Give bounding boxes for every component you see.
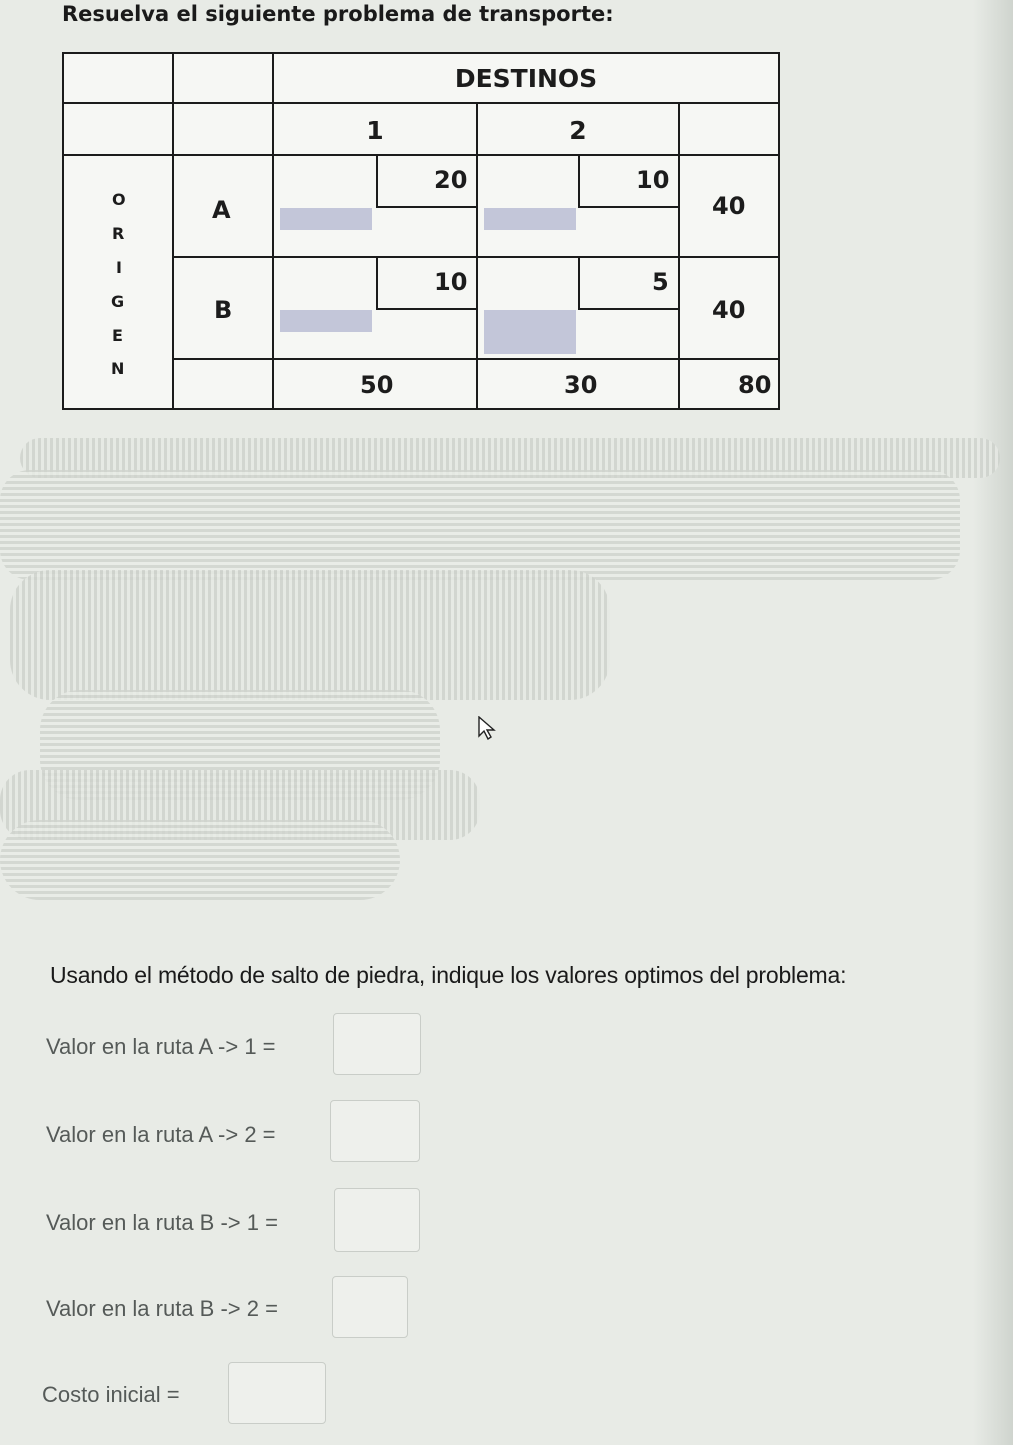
cell-b-1 bbox=[272, 256, 478, 360]
destinations-header-cell bbox=[272, 52, 780, 104]
origin-a-cell bbox=[172, 154, 274, 258]
table-corner-cell bbox=[172, 102, 274, 156]
origin-letter: I bbox=[116, 258, 122, 277]
table-corner-cell bbox=[62, 102, 174, 156]
demand-2: 30 bbox=[564, 371, 598, 399]
cost-box-a-1 bbox=[376, 156, 476, 208]
cost-a-1: 20 bbox=[434, 166, 468, 194]
instructions-text: Usando el método de salto de piedra, indique los valores optimos del problema: bbox=[50, 962, 847, 988]
origin-letter: E bbox=[112, 326, 123, 345]
destination-1-label: 1 bbox=[366, 116, 384, 145]
origin-label-cell bbox=[62, 154, 174, 410]
cost-b-2: 5 bbox=[652, 268, 669, 296]
destination-1-cell bbox=[272, 102, 478, 156]
pixelated-patch bbox=[10, 570, 610, 700]
transport-table bbox=[0, 0, 1013, 420]
answer-input-initial-cost[interactable] bbox=[228, 1362, 326, 1424]
cost-a-2: 10 bbox=[636, 166, 670, 194]
origin-b-label: B bbox=[214, 296, 233, 324]
supply-a: 40 bbox=[712, 192, 746, 220]
destination-2-cell bbox=[476, 102, 680, 156]
answer-label-a-2: Valor en la ruta A -> 2 = bbox=[46, 1122, 276, 1147]
cell-a-1 bbox=[272, 154, 478, 258]
pixelated-patch bbox=[0, 820, 400, 900]
supply-b: 40 bbox=[712, 296, 746, 324]
cost-b-1: 10 bbox=[434, 268, 468, 296]
cell-shade bbox=[280, 310, 372, 332]
cost-box-b-1 bbox=[376, 258, 476, 310]
answer-label-b-2: Valor en la ruta B -> 2 = bbox=[46, 1296, 278, 1321]
origin-letter: N bbox=[111, 359, 125, 378]
demand-2-cell bbox=[476, 358, 680, 410]
cell-shade bbox=[484, 310, 576, 354]
demand-1: 50 bbox=[360, 371, 394, 399]
problem-title: Resuelva el siguiente problema de transporte: bbox=[62, 2, 614, 26]
cell-a-2 bbox=[476, 154, 680, 258]
origin-letter: R bbox=[112, 224, 125, 243]
answer-label-b-1: Valor en la ruta B -> 1 = bbox=[46, 1210, 278, 1235]
cell-b-2 bbox=[476, 256, 680, 360]
supply-a-cell bbox=[678, 154, 780, 258]
origin-letter: G bbox=[111, 292, 125, 311]
table-corner-cell bbox=[62, 52, 174, 104]
pixelated-region bbox=[0, 420, 1013, 910]
destinations-header: DESTINOS bbox=[454, 64, 598, 93]
table-corner-cell bbox=[172, 52, 274, 104]
answer-input-b-2[interactable] bbox=[332, 1276, 408, 1338]
cost-box-b-2 bbox=[578, 258, 678, 310]
answer-input-a-2[interactable] bbox=[330, 1100, 420, 1162]
demand-1-cell bbox=[272, 358, 478, 410]
pixelated-patch bbox=[0, 470, 960, 580]
answer-label-a-1: Valor en la ruta A -> 1 = bbox=[46, 1034, 276, 1059]
cell-shade bbox=[484, 208, 576, 230]
total-cell bbox=[678, 358, 780, 410]
origin-b-cell bbox=[172, 256, 274, 360]
cost-box-a-2 bbox=[578, 156, 678, 208]
answer-input-b-1[interactable] bbox=[334, 1188, 420, 1252]
supply-b-cell bbox=[678, 256, 780, 360]
origin-letter: O bbox=[112, 190, 126, 209]
origin-a-label: A bbox=[212, 196, 231, 224]
cell-shade bbox=[280, 208, 372, 230]
mouse-cursor-icon bbox=[478, 716, 496, 740]
total-value: 80 bbox=[738, 371, 772, 399]
destination-2-label: 2 bbox=[569, 116, 587, 145]
answer-label-initial-cost: Costo inicial = bbox=[42, 1382, 180, 1407]
supply-header-cell bbox=[678, 102, 780, 156]
demand-label-cell bbox=[172, 358, 274, 410]
answer-input-a-1[interactable] bbox=[333, 1013, 421, 1075]
